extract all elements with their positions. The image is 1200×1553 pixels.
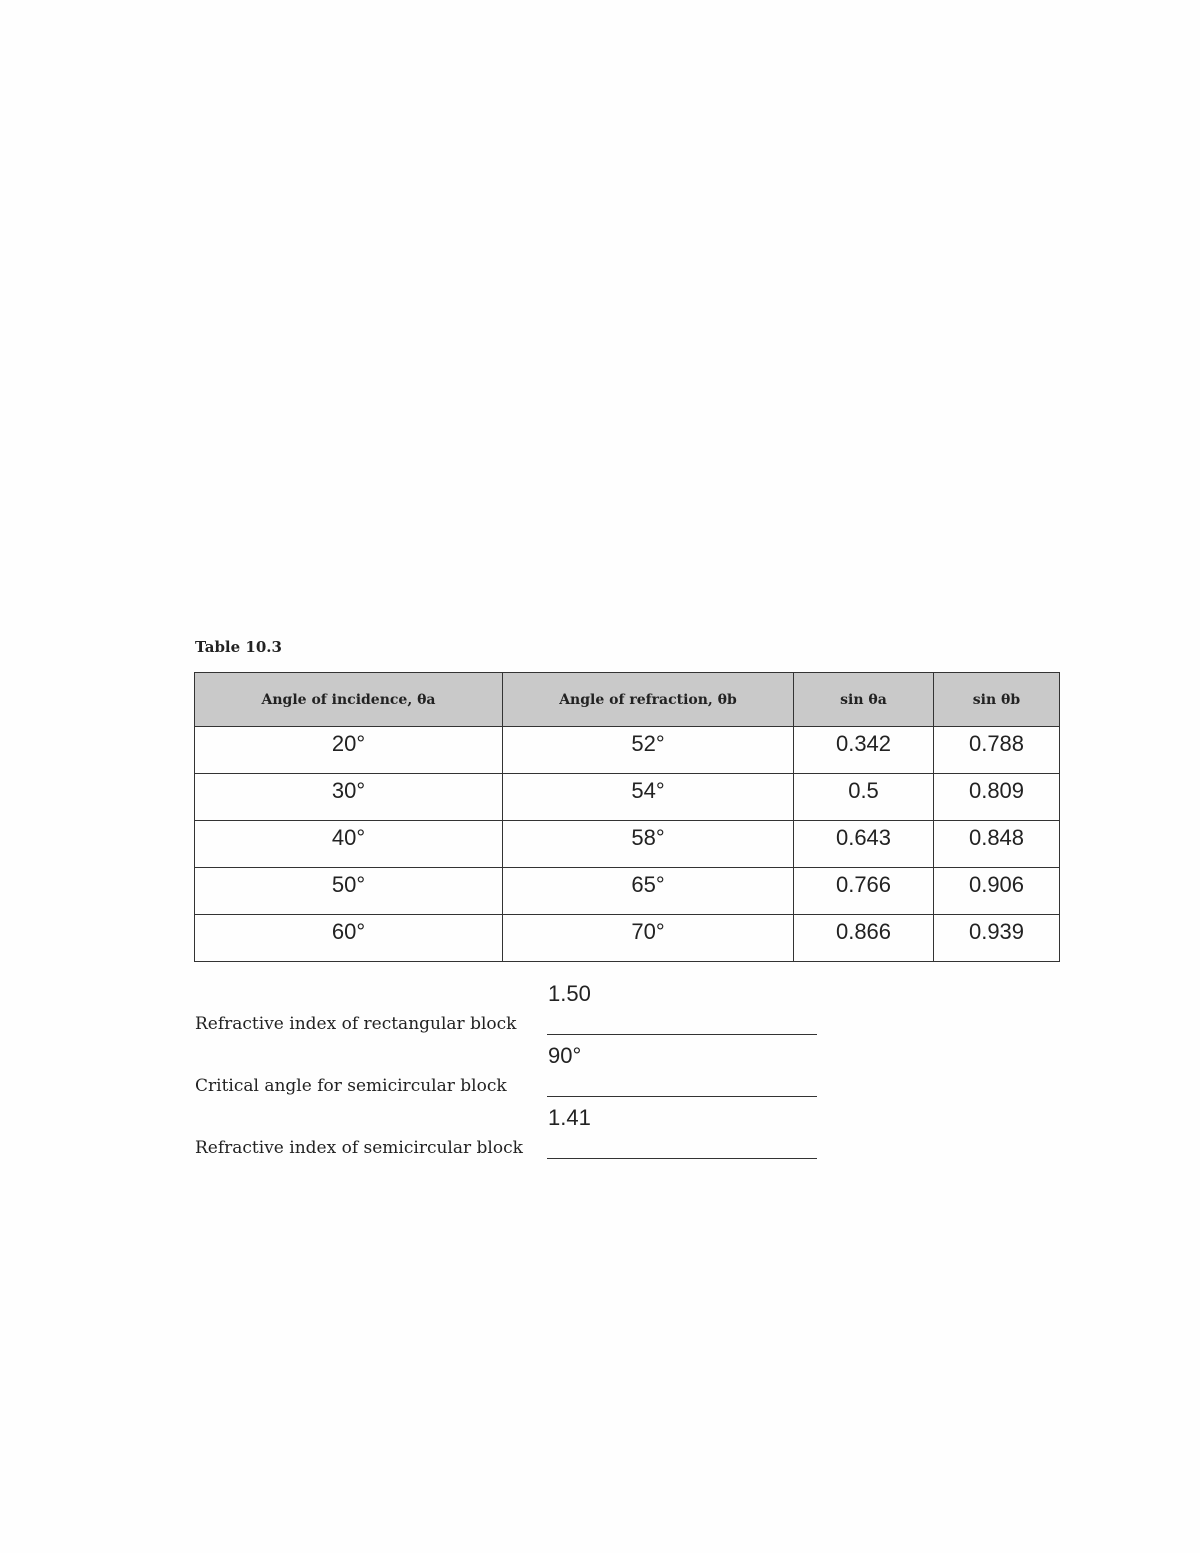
cell-sin-a: 0.342 (794, 727, 934, 774)
cell-refraction: 52° (503, 727, 794, 774)
cell-sin-b: 0.848 (934, 821, 1060, 868)
table-row (195, 868, 1060, 915)
semicircular-refractive-index-label: Refractive index of semicircular block (195, 1138, 523, 1158)
cell-refraction: 70° (503, 915, 794, 962)
cell-sin-b: 0.788 (934, 727, 1060, 774)
cell-sin-a: 0.643 (794, 821, 934, 868)
cell-sin-b: 0.939 (934, 915, 1060, 962)
header-angle-of-refraction: Angle of refraction, θb (503, 673, 794, 727)
table-row (195, 915, 1060, 962)
refraction-table (194, 672, 1060, 962)
cell-incidence: 60° (195, 915, 503, 962)
critical-angle-label: Critical angle for semicircular block (195, 1076, 507, 1096)
cell-refraction: 54° (503, 774, 794, 821)
table-caption: Table 10.3 (195, 638, 282, 656)
cell-sin-a: 0.866 (794, 915, 934, 962)
semicircular-refractive-index-line (547, 1158, 817, 1159)
table-row (195, 821, 1060, 868)
cell-incidence: 50° (195, 868, 503, 915)
cell-sin-a: 0.766 (794, 868, 934, 915)
table-row (195, 774, 1060, 821)
cell-sin-b: 0.906 (934, 868, 1060, 915)
cell-incidence: 30° (195, 774, 503, 821)
rectangular-refractive-index-label: Refractive index of rectangular block (195, 1014, 517, 1034)
critical-angle-line (547, 1096, 817, 1097)
header-angle-of-incidence: Angle of incidence, θa (195, 673, 503, 727)
cell-sin-a: 0.5 (794, 774, 934, 821)
cell-incidence: 40° (195, 821, 503, 868)
critical-angle-value: 90° (548, 1043, 582, 1068)
header-sin-theta-a: sin θa (794, 673, 934, 727)
semicircular-refractive-index-value: 1.41 (548, 1105, 591, 1130)
cell-sin-b: 0.809 (934, 774, 1060, 821)
cell-incidence: 20° (195, 727, 503, 774)
header-sin-theta-b: sin θb (934, 673, 1060, 727)
cell-refraction: 58° (503, 821, 794, 868)
rectangular-refractive-index-value: 1.50 (548, 981, 591, 1006)
table-header-row (195, 673, 1060, 727)
rectangular-refractive-index-line (547, 1034, 817, 1035)
table-row (195, 727, 1060, 774)
cell-refraction: 65° (503, 868, 794, 915)
